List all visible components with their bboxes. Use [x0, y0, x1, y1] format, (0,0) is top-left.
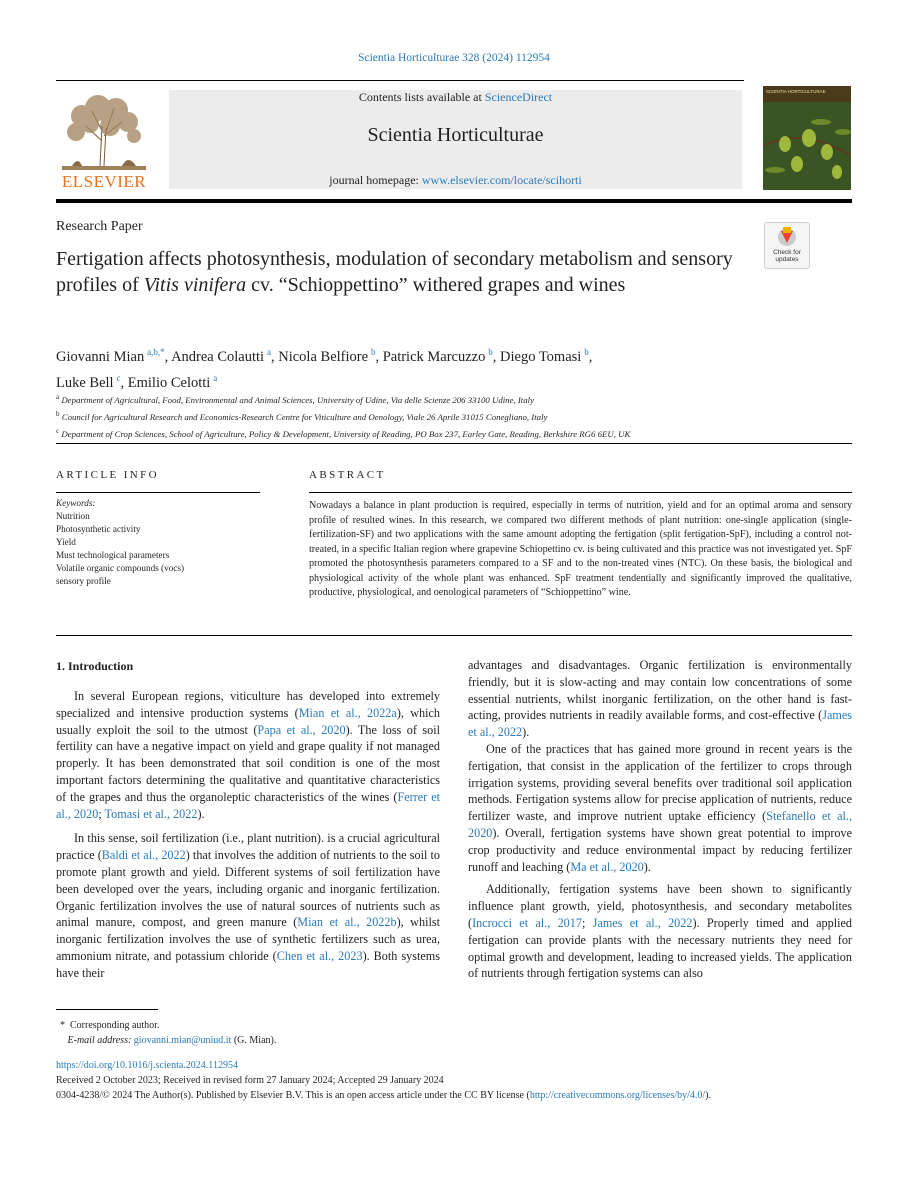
author-entry[interactable]: Diego Tomasi $^b$, [500, 347, 593, 365]
keywords-list [56, 497, 266, 588]
sciencedirect-link[interactable]: ScienceDirect [484, 90, 553, 104]
check-updates-icon [765, 223, 809, 249]
journal-homepage-link[interactable]: www.elsevier.com/locate/scihorti [421, 173, 582, 187]
section-heading-introduction: 1. Introduction [56, 659, 134, 673]
abstract-heading: ABSTRACT [309, 469, 386, 481]
received-dates: Received 2 October 2023; Received in revised form 27 January 2024; Accepted 29 January 2024 [56, 1075, 444, 1086]
paragraph: In several European regions, viticulture has developed into extremely specialized and intensive production systems (Mian et al., 2022a), which usually exploit the soil to the utmost (Papa et al., 2020). The loss of soil fertility can have a negative impact on yield and grape quality if not managed properly. It has been demonstrated that soil condition is one of the most important factors determining the qualitative and quantitative characteristics of the grapes and thus the organoleptic characteristics of the wines (Ferrer et al., 2020; Tomasi et al., 2022). [56, 689, 441, 821]
homepage-prefix: journal homepage: [329, 173, 422, 187]
doi-link[interactable]: https://doi.org/10.1016/j.scienta.2024.112954 [56, 1060, 238, 1071]
divider [56, 443, 852, 444]
contents-line [169, 90, 742, 105]
footnotes [60, 1018, 276, 1048]
citation-link[interactable]: Chen et al., 2023 [276, 948, 363, 963]
body-column-left [56, 688, 440, 982]
citation-link[interactable]: Incrocci et al., 2017 [472, 915, 582, 930]
citation-link[interactable]: James et al., 2022 [468, 708, 852, 740]
author-entry[interactable]: Nicola Belfiore $^b$, [278, 347, 383, 365]
author-entry[interactable]: Andrea Colautti $^a$, [171, 347, 279, 365]
affiliation: $^b$ Council for Agricultural Research and Economics-Research Centre for Viticulture and Oenology, Viale 26 Aprile 31015 Conegliano, Italy [56, 409, 548, 422]
elsevier-tree-icon [52, 86, 156, 192]
author-list [56, 342, 756, 394]
citation-link[interactable]: Ma et al., 2020 [570, 859, 644, 874]
header-rule-top [56, 80, 744, 81]
email-link[interactable]: giovanni.mian@uniud.it [133, 1035, 232, 1046]
author-entry[interactable]: Emilio Celotti $^a$ [127, 372, 218, 391]
article-type: Research Paper [56, 219, 143, 234]
affiliation: $^c$ Department of Crop Sciences, School of Agriculture, Policy & Development, University of Reading, PO Box 237, Earley Gate, Reading, Berkshire RG6 6EU, UK [56, 426, 631, 439]
author-entry[interactable]: Patrick Marcuzzo $^b$, [382, 347, 501, 365]
divider [56, 492, 260, 493]
homepage-line [169, 173, 742, 188]
abstract-text: Nowadays a balance in plant production is required, especially in terms of nutrition, yield and for an optimal aroma and sensory profile of resulted wines. In this research, we compared two different methods of plant nutrition: one-single application (single-fertilization-SF) and two applications with the same amount adopting the fertigation (split fertigation-SpF), including a control not-treated, in a specific Italian region where grapevine Schiopettino cv. is being cultivated and this practice was not investigated yet. SpF promoted the photosynthesis parameters compared to a SF and to the non-treated vines (NTC). On these basis, the biological and physiological activity of the whole plant was enhanced. SpF treatment tendentially and significantly improved the qualitative, productive, physiological, and oenological parameters of “Schioppettino” wine. [309, 500, 852, 598]
citation-link[interactable]: James et al., 2022 [592, 915, 693, 930]
olive-branch-cover-icon [763, 86, 851, 190]
paragraph: One of the practices that has gained more ground in recent years is the fertigation, that consist in the application of the fertilizer to crops through irrigation systems, providing several benefits over traditional soil application methods. Fertigation systems allow for precise application of nutrients, reduce fertilizer waste, and improve nutrient uptake efficiency (Stefanello et al., 2020). Overall, fertigation systems have shown great potential to improve crop productivity and reduce environmental impact by reducing fertilizer runoff and leaching (Ma et al., 2020). [468, 741, 852, 874]
license-link[interactable]: http://creativecommons.org/licenses/by/4.0/ [529, 1090, 706, 1101]
email-note: E-mail address: giovanni.mian@uniud.it (G. Mian). [67, 1035, 277, 1046]
author-entry[interactable]: Luke Bell $^c$, [56, 372, 128, 391]
corresponding-author-note: * Corresponding author. [60, 1020, 160, 1031]
body-column-right [468, 657, 852, 982]
journal-name: Scientia Horticulturae [367, 124, 544, 146]
paragraph: advantages and disadvantages. Organic fertilization is environmentally friendly, but it is slow-acting and may contain low concentrations of some essential nutrients, whilst inorganic fertilization, on the other hand is fast-acting, provides nutrients in readily available forms, and cost-effective (James et al., 2022). [468, 658, 852, 740]
citation-link[interactable]: Tomasi et al., 2022 [104, 806, 198, 821]
paragraph: In this sense, soil fertilization (i.e., plant nutrition). is a crucial agricultural practice (Baldi et al., 2022) that involves the addition of nutrients to the soil to promote plant growth and yield. Different systems of soil fertilization have been developed over the years, including organic and inorganic fertilization. Organic fertilization involves the use of natural sources of nutrients such as animal manure, compost, and green manure (Mian et al., 2022b), whilst inorganic fertilization involves the use of synthetic fertilizers such as urea, ammonium nitrate, and potassium chloride (Chen et al., 2023). Both systems have their [56, 831, 440, 980]
citation-link[interactable]: Papa et al., 2020 [257, 722, 346, 737]
keyword: Volatile organic compounds (vocs) [56, 563, 185, 573]
affiliations [56, 390, 856, 441]
contents-prefix: Contents lists available at [358, 90, 485, 104]
check-updates-label: Check for updates [773, 249, 801, 263]
copyright-line: 0304-4238/© 2024 The Author(s). Published by Elsevier B.V. This is an open access article under the CC BY license (http://creativecommons.org/licenses/by/4.0/). [56, 1090, 712, 1101]
header-rule-bottom [56, 199, 852, 203]
keywords-label: Keywords: [56, 498, 96, 508]
citation-link[interactable]: Mian et al., 2022a [298, 705, 397, 720]
journal-cover-image[interactable] [763, 86, 851, 190]
paragraph: Additionally, fertigation systems have been shown to significantly influence plant growth, yield, photosynthesis, and secondary metabolites (Incrocci et al., 2017; James et al., 2022). Properly timed and applied fertigation can provide plants with the necessary nutrients they need for optimal growth and development, leading to increased yields. The application of nutrients through fertigation systems can also [468, 882, 852, 981]
divider [309, 492, 852, 493]
keyword: Yield [56, 537, 76, 547]
keyword: sensory profile [56, 576, 111, 586]
citation-link[interactable]: Ferrer et al., 2020 [56, 789, 440, 821]
keyword: Nutrition [56, 511, 90, 521]
affiliation: $^a$ Department of Agricultural, Food, Environmental and Animal Sciences, University of Udine, Via delle Scienze 206 33100 Udine, Italy [56, 393, 534, 405]
elsevier-wordmark: ELSEVIER [61, 172, 147, 191]
journal-reference-link[interactable]: Scientia Horticulturae 328 (2024) 112954 [358, 52, 550, 64]
citation-link[interactable]: Baldi et al., 2022 [101, 848, 186, 863]
cover-title: SCIENTIA HORTICULTURAE [766, 89, 826, 94]
citation-link[interactable]: Stefanello et al., 2020 [468, 809, 852, 840]
check-for-updates-button[interactable] [764, 222, 810, 269]
keyword: Photosynthetic activity [56, 524, 141, 534]
footnote-rule [56, 1009, 158, 1010]
article-info-heading: ARTICLE INFO [56, 469, 159, 481]
keyword: Must technological parameters [56, 550, 170, 560]
article-title: Fertigation affects photosynthesis, modulation of secondary metabolism and sensory profiles of Vitis vinifera cv. “Schioppettino” withered grapes and wines [56, 248, 733, 296]
citation-link[interactable]: Mian et al., 2022b [297, 915, 397, 930]
author-entry[interactable]: Giovanni Mian $^{a,b,*}$, [56, 347, 172, 365]
elsevier-logo[interactable] [52, 86, 156, 192]
divider [56, 635, 852, 636]
